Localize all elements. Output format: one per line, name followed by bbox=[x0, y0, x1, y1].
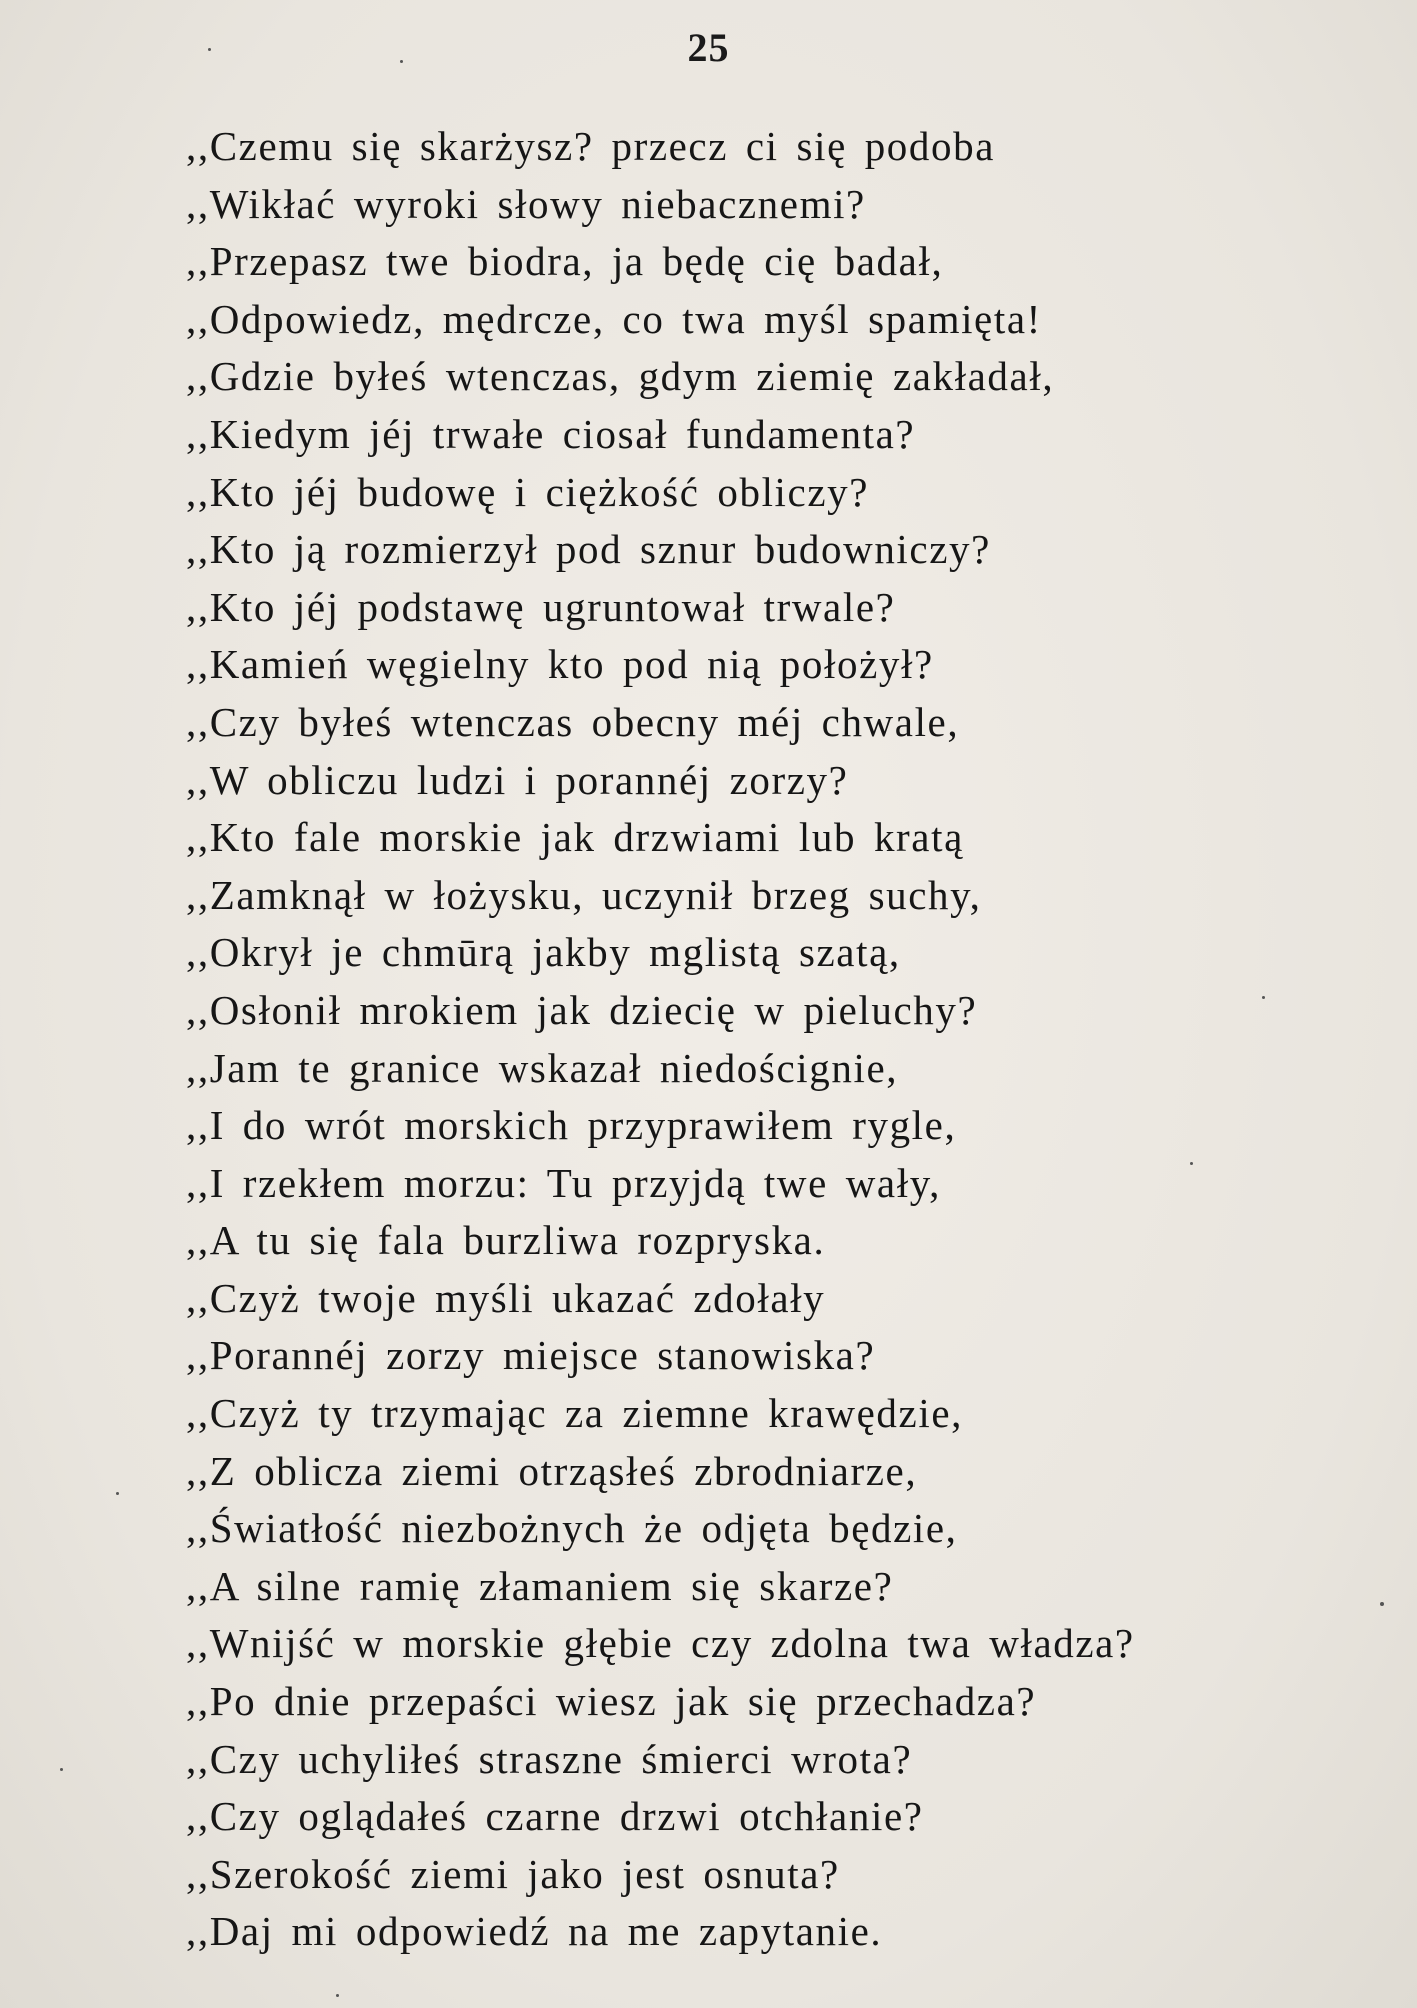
poem-line: ,,Szerokość ziemi jako jest osnuta? bbox=[186, 1850, 840, 1897]
poem-line: ,,I rzekłem morzu: Tu przyjdą twe wały, bbox=[186, 1159, 942, 1206]
paper-speck bbox=[336, 1994, 339, 1997]
poem-line: ,,Kto ją rozmierzył pod sznur budowniczy? bbox=[186, 526, 991, 573]
poem-line: ,,Daj mi odpowiedź na me zapytanie. bbox=[186, 1908, 883, 1955]
poem-line: ,,Kto jéj podstawę ugruntował trwale? bbox=[186, 583, 896, 630]
poem-line: ,,Wnijść w morskie głębie czy zdolna twa władza? bbox=[186, 1620, 1135, 1667]
page-number: 25 bbox=[687, 25, 730, 70]
poem-line: ,,A tu się fala burzliwa rozpryska. bbox=[186, 1217, 826, 1264]
paper-speck bbox=[1190, 1162, 1193, 1165]
paper-speck bbox=[208, 48, 211, 51]
poem-line: ,,W obliczu ludzi i porannéj zorzy? bbox=[186, 756, 849, 803]
poem-line: ,,Kamień węgielny kto pod nią położył? bbox=[186, 641, 934, 688]
poem-line: ,,Czy oglądałeś czarne drzwi otchłanie? bbox=[186, 1793, 924, 1840]
poem-line: ,,Zamknął w łożysku, uczynił brzeg suchy, bbox=[186, 871, 982, 918]
poem-line: ,,Odpowiedz, mędrcze, co twa myśl spamięta! bbox=[186, 295, 1042, 342]
poem-line: ,,Z oblicza ziemi otrząsłeś zbrodniarze, bbox=[186, 1447, 918, 1494]
poem-line: ,,Po dnie przepaści wiesz jak się przechadza? bbox=[186, 1678, 1037, 1725]
paper-speck bbox=[116, 1492, 119, 1495]
poem-line: ,,A silne ramię złamaniem się skarze? bbox=[186, 1562, 894, 1609]
poem-line: ,,Porannéj zorzy miejsce stanowiska? bbox=[186, 1332, 876, 1379]
poem-line: ,,Czy byłeś wtenczas obecny méj chwale, bbox=[186, 698, 960, 745]
paper-speck bbox=[1262, 996, 1265, 999]
poem-line: ,,Kto jéj budowę i ciężkość obliczy? bbox=[186, 468, 870, 515]
poem-line: ,,Przepasz twe biodra, ja będę cię badał, bbox=[186, 238, 944, 285]
poem-line: ,,Gdzie byłeś wtenczas, gdym ziemię zakładał, bbox=[186, 353, 1055, 400]
poem-line: ,,Czyż ty trzymając za ziemne krawędzie, bbox=[186, 1390, 963, 1437]
paper-speck bbox=[60, 1768, 63, 1771]
poem-line: ,,Okrył je chmūrą jakby mglistą szatą, bbox=[186, 929, 901, 976]
paper-speck bbox=[1380, 1602, 1384, 1606]
poem-line: ,,Jam te granice wskazał niedoścignie, bbox=[186, 1044, 899, 1091]
poem-line: ,,Światłość niezbożnych że odjęta będzie, bbox=[186, 1505, 958, 1552]
poem-line: ,,Wikłać wyroki słowy niebacznemi? bbox=[186, 180, 866, 227]
poem-text bbox=[186, 118, 1336, 1961]
poem-line: ,,I do wrót morskich przyprawiłem rygle, bbox=[186, 1102, 957, 1149]
poem-line: ,,Kto fale morskie jak drzwiami lub kratą bbox=[186, 814, 964, 861]
paper-speck bbox=[400, 60, 403, 63]
poem-line: ,,Czyż twoje myśli ukazać zdołały bbox=[186, 1274, 826, 1321]
poem-line: ,,Kiedym jéj trwałe ciosał fundamenta? bbox=[186, 410, 916, 457]
poem-line: ,,Osłonił mrokiem jak dziecię w pieluchy? bbox=[186, 986, 978, 1033]
poem-line: ,,Czy uchyliłeś straszne śmierci wrota? bbox=[186, 1735, 913, 1782]
poem-line: ,,Czemu się skarżysz? przecz ci się podoba bbox=[186, 123, 996, 169]
